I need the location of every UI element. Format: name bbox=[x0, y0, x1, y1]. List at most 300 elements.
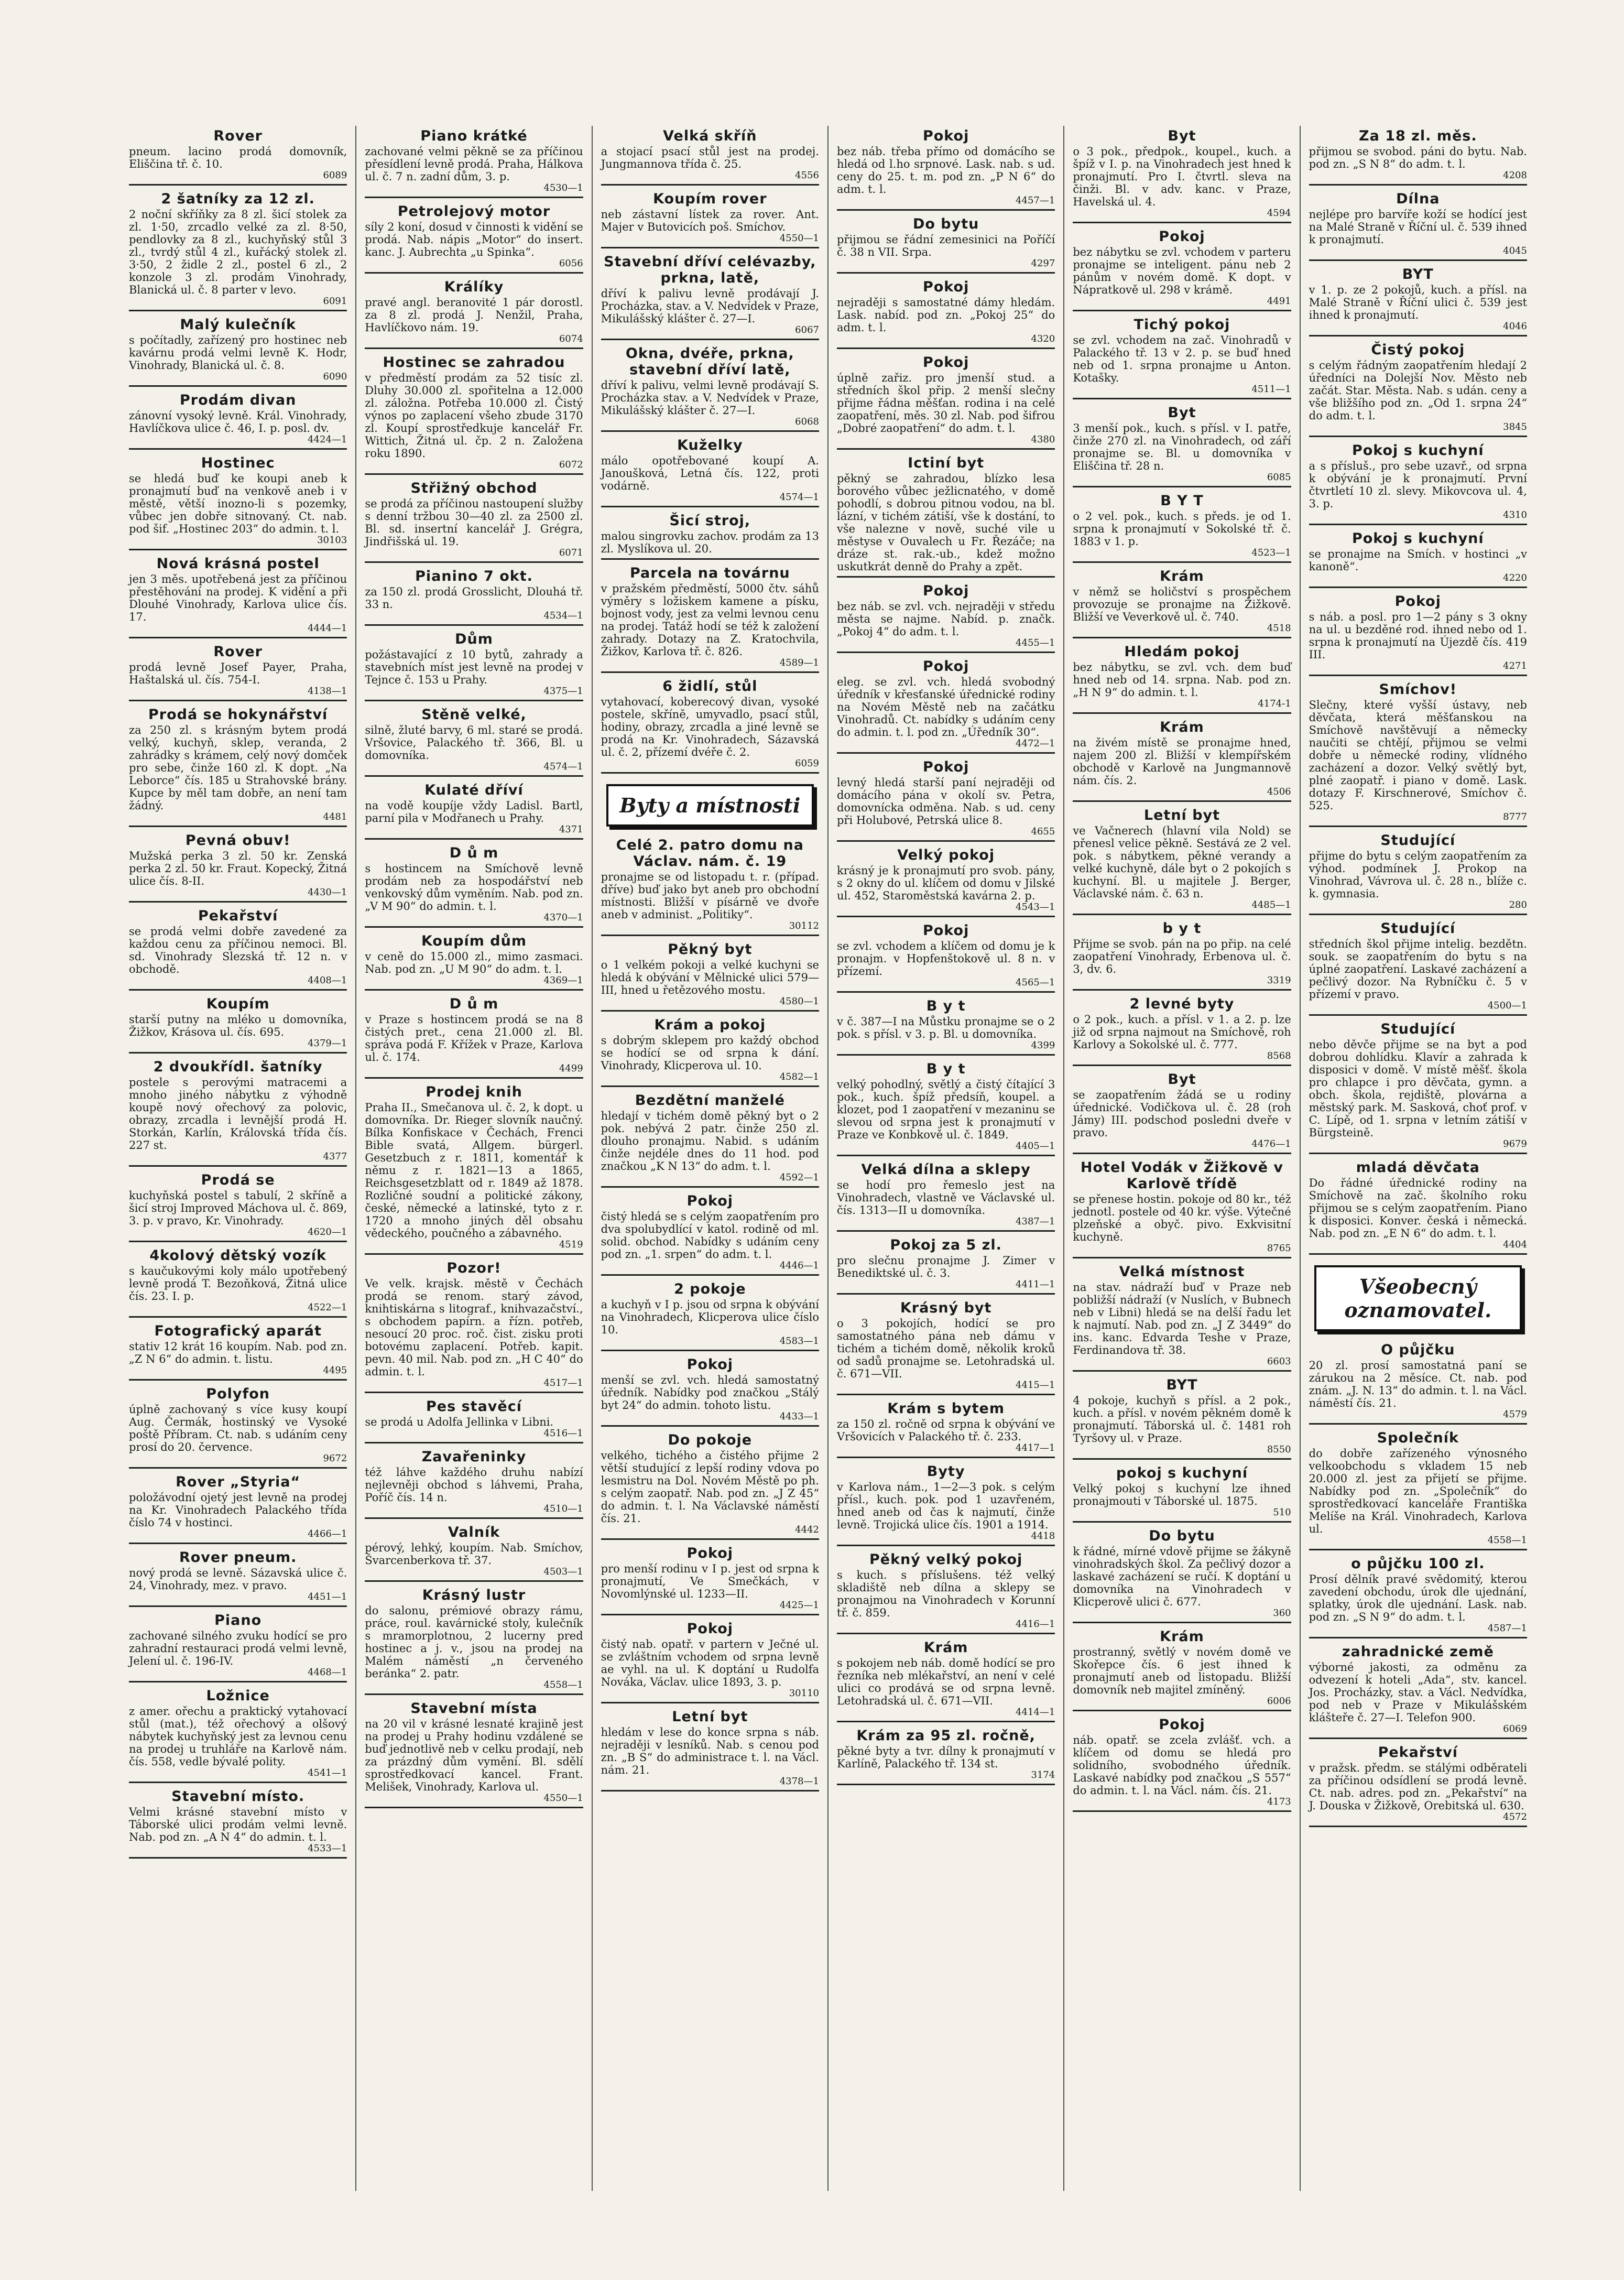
ad-text: s počítadly, zařízený pro hostinec neb kavárnu prodá velmi levně K. Hodr, Vinohrady, Blanická ul. č. 8. bbox=[129, 334, 347, 372]
ad-code: 4550—1 bbox=[543, 1793, 583, 1804]
ad-heading: Stavební dříví celévazby, prkna, latě, bbox=[604, 254, 816, 286]
classified-ad bbox=[365, 480, 583, 563]
column-6 bbox=[1301, 126, 1535, 2191]
ad-text: náb. opatř. se zcela zvlášť. vch. a klíčem od domu se hledá pro solidního, svobodného úředník. Laskavé nabídky pod značkou „S 557“ do admin. t. l. na Václ. nám. čís. 21. bbox=[1073, 1734, 1291, 1797]
classified-ad bbox=[601, 941, 819, 1012]
ad-heading: Petrolejový motor bbox=[397, 203, 551, 220]
classified-ad bbox=[601, 1017, 819, 1087]
classified-ad bbox=[601, 1709, 819, 1792]
ad-code: 4620—1 bbox=[308, 1226, 347, 1237]
ad-heading: Pokoj za 5 zl. bbox=[890, 1237, 1002, 1253]
ad-text: Mužská perka 3 zl. 50 kr. Zenská perka 2 zl. 50 kr. Fraut. Kopecký, Žitná ulice čís. 8-II. bbox=[129, 850, 347, 887]
ad-code: 4433—1 bbox=[779, 1411, 819, 1422]
classified-ad bbox=[129, 996, 347, 1054]
ad-text: 2 noční skříňky za 8 zl. šicí stolek za zl. 1·50, zrcadlo velké za zl. 8·50, pendlovky za 8 zl., kuchyňský stůl 3 zl., tvrdý stůl 4 zl., kuřácký stolek zl. 3·50, 2 židle 2 zl., postel 6 zl., 2 konzole 3 zl. prodám Vinohrady, Blanická ul. č. 8 parter v levo. bbox=[129, 208, 347, 296]
classified-ad bbox=[1073, 317, 1291, 399]
ad-text: a stojací psací stůl jest na prodej. Jungmannova třída č. 25. bbox=[601, 145, 819, 170]
ad-heading: Okna, dvéře, prkna, stavební dříví latě, bbox=[625, 345, 794, 378]
ad-text: Přijme se svob. pán na po přip. na celé zaopatření Vinohrady, Erbenova ul. č. 3, dv. 6. bbox=[1073, 938, 1291, 975]
ad-text: nejraději s samostatné dámy hledám. Lask. nabíd. pod zn. „Pokoj 25“ do adm. t. l. bbox=[836, 296, 1055, 334]
ad-text: s kaučukovými koly málo upotřebený levně prodá T. Bezoňková, Žitná ulice čís. 23. I. p. bbox=[129, 1265, 347, 1302]
classified-ad bbox=[365, 933, 583, 991]
ad-heading: D ů m bbox=[449, 996, 499, 1012]
classified-ad bbox=[1073, 807, 1291, 915]
ad-text: zachované silného zvuku hodící se pro zahradní restauraci prodá velmi levně, Jelení ul. č. 196-IV. bbox=[129, 1630, 347, 1667]
classified-ad bbox=[129, 908, 347, 991]
ad-heading: Rover bbox=[213, 644, 263, 660]
ad-heading: B y t bbox=[926, 998, 966, 1014]
ad-code: 4442 bbox=[795, 1524, 819, 1535]
ad-heading: b y t bbox=[1162, 920, 1202, 937]
ad-heading: Krám s bytem bbox=[887, 1400, 1005, 1417]
ad-text: pro slečnu pronajme J. Zimer v Benediktské ul. č. 3. bbox=[836, 1254, 1055, 1279]
ad-text: na živém místě se pronajme hned, najem 200 zl. Bližší v klempířském obchodě v Karlově na Jungmannově nám. čís. 2. bbox=[1073, 736, 1291, 787]
ad-text: s dobrým sklepem pro každý obchod se hodící se od srpna k dání. Vinohrady, Klicperova ul. 10. bbox=[601, 1034, 819, 1072]
ad-text: Slečny, které vyšší ústavy, neb děvčata, která měšťanskou na Smíchově navštěvují a německy naučiti se chtějí, přijmou se velmi dobře u německé rodiny, vlídného zacházení a dozor. Velký světlý byt, plné zaopatř. i piano v domě. Lask. dotazy F. Kirschnerové, Smíchov č. 525. bbox=[1309, 699, 1527, 812]
ad-heading: Pokoj bbox=[1159, 1717, 1205, 1733]
ad-heading: Letní byt bbox=[672, 1709, 748, 1725]
classified-ad bbox=[1073, 1071, 1291, 1154]
classified-ad bbox=[601, 1281, 819, 1351]
classified-ad bbox=[1309, 191, 1527, 261]
ad-heading: Pokoj bbox=[686, 1621, 733, 1637]
classified-ad bbox=[1309, 593, 1527, 676]
ad-heading: Studující bbox=[1380, 1021, 1456, 1037]
ad-text: se hledá buď ke koupi aneb k pronajmutí buď na venkově aneb i v městě, větší inozno-li s pozemky, vůbec jen dobře sitnovaný. Ct. nab. pod šif. „Hostinec 203“ do admin. t. l. bbox=[129, 472, 347, 535]
ad-code: 6069 bbox=[1503, 1723, 1527, 1734]
ad-heading: o půjčku 100 zl. bbox=[1351, 1556, 1485, 1572]
ad-text: o 1 velkém pokoji a velké kuchyni se hledá k obývání v Mělnické ulici 579—III, hned u řetězového mostu. bbox=[601, 959, 819, 996]
ad-heading: Pes stavěcí bbox=[426, 1398, 522, 1415]
ad-code: 4534—1 bbox=[543, 610, 583, 621]
classified-ad bbox=[601, 437, 819, 507]
ad-text: v ceně do 15.000 zl., mimo zasmaci. Nab. pod zn. „U M 90“ do adm. t. l. bbox=[365, 950, 583, 975]
classified-ad bbox=[1309, 1744, 1527, 1827]
ad-heading: Smíchov! bbox=[1379, 681, 1457, 698]
ad-heading: Pokoj bbox=[686, 1356, 733, 1373]
ad-text: dříví k palivu levně prodávají J. Procházka, stav. a V. Nedvídek v Praze, Mikulášský klášter č. 27—I. bbox=[601, 287, 819, 325]
classified-ad bbox=[365, 1084, 583, 1255]
classified-ad bbox=[601, 1545, 819, 1615]
ad-text: pro menší rodinu v I p. jest od srpna k pronajmutí, Ve Smečkách, v Novomlýnské ul. 1233—II. bbox=[601, 1562, 819, 1600]
ad-code: 360 bbox=[1273, 1608, 1291, 1619]
ad-text: za 150 zl. prodá Grosslicht, Dlouhá tř. 33 n. bbox=[365, 585, 583, 611]
ad-text: stativ 12 krát 16 koupím. Nab. pod zn. „Z N 6“ do admin. t. listu. bbox=[129, 1340, 347, 1365]
ad-code: 4565—1 bbox=[1016, 977, 1055, 988]
ad-text: v pražsk. předm. se stálými odběrateli za příčinou odsídlení se prodá levně. Ct. nab. adres. pod zn. „Pekařství“ na J. Douska v Žižkově, Orebitská ul. 630. bbox=[1309, 1762, 1527, 1812]
ad-text: zánovní vysoký levně. Král. Vinohrady, Havlíčkova ulice č. 46, I. p. posl. dv. bbox=[129, 409, 347, 435]
ad-code: 4370—1 bbox=[543, 912, 583, 923]
ad-code: 4297 bbox=[1031, 258, 1055, 269]
ad-text: položávodní ojetý jest levně na prodej na Kr. Vinohradech Palackého třída číslo 74 v hostinci. bbox=[129, 1491, 347, 1529]
ad-heading: Dům bbox=[455, 631, 493, 647]
ad-heading: Zavařeninky bbox=[421, 1449, 527, 1465]
ad-text: zachované velmi pěkně se za příčinou přesídlení levně prodá. Praha, Hálkova ul. č. 7 n. zadní dům, 3. p. bbox=[365, 145, 583, 183]
classified-ad bbox=[601, 1193, 819, 1276]
classified-ad bbox=[365, 279, 583, 349]
ad-heading: Krám bbox=[1160, 568, 1204, 584]
ad-code: 6068 bbox=[795, 416, 819, 427]
ad-heading: Pěkný byt bbox=[668, 941, 753, 958]
ad-text: eleg. se zvl. vch. hledá svobodný úředník v křesťanské úřednické rodiny na Novém Městě neb na začátku Vinohradů. Ct. nabídky s udáním ceny do admin. t. l. pod zn. „Úředník 30“. bbox=[836, 676, 1055, 739]
ad-code: 6059 bbox=[795, 758, 819, 769]
classified-ad bbox=[129, 556, 347, 638]
ad-code: 30110 bbox=[789, 1688, 819, 1699]
ad-code: 4451—1 bbox=[308, 1591, 347, 1602]
ad-heading: Prodej knih bbox=[426, 1084, 522, 1100]
ad-heading: Studující bbox=[1380, 832, 1456, 849]
ad-text: bez nábytku, se zvl. vch. dem buď hned neb od 14. srpna. Nab. pod zn. „H N 9“ do admin. t. l. bbox=[1073, 661, 1291, 699]
column-2 bbox=[356, 126, 592, 2191]
classified-ad bbox=[837, 1161, 1055, 1232]
ad-text: Praha II., Smečanova ul. č. 2, k dopt. u domovníka. Dr. Rieger slovník naučný. Bílka Konfiskace v Čechách, Frenci Bible svatá, Allgem. bürgerl. Gesetzbuch z r. 1811, komentář k němu z r. 1821—13 a 1865, Reichsgesetzblatt od r. 1849 až 1878. Rozličné soudní a politické zákony, české, německé a latinské, tyto z r. 1720 a mnoho jiných děl obsahu vědeckého, poučného a zábavného. bbox=[365, 1101, 583, 1240]
column-5 bbox=[1064, 126, 1300, 2191]
ad-heading: Pokoj bbox=[922, 583, 969, 599]
classified-ad bbox=[837, 1463, 1055, 1546]
ad-heading: Celé 2. patro domu na Václav. nám. č. 19 bbox=[616, 837, 804, 870]
ad-text: výborné jakosti, za odměnu za odvezení k hoteli „Ada“, stv. kancel. Jos. Procházky, stav. a Václ. Nedvídka, pod neb v Praze v Mikulášském klášteře č. 27—I. Telefon 900. bbox=[1309, 1661, 1527, 1724]
ad-heading: Pokoj s kuchyní bbox=[1351, 530, 1484, 547]
classified-ad bbox=[365, 203, 583, 274]
column-3 bbox=[593, 126, 829, 2191]
classified-ad bbox=[129, 1612, 347, 1682]
ad-text: úplně zachovaný s více kusy koupí Aug. Čermák, hostinský ve Vysoké poště Příbram. Ct. nab. s udáním ceny prosí do 20. července. bbox=[129, 1403, 347, 1453]
classified-ad bbox=[601, 345, 819, 432]
ad-text: v 1. p. ze 2 pokojů, kuch. a přísl. na Malé Straně v Říční ulici č. 539 jest ihned k pronajmutí. bbox=[1309, 284, 1527, 321]
ad-text: pneum. lacino prodá domovník, Eliščina tř. č. 10. bbox=[129, 145, 347, 170]
ad-code: 9672 bbox=[323, 1453, 347, 1464]
ad-code: 4594 bbox=[1267, 208, 1291, 219]
ad-text: prodá levně Josef Payer, Praha, Haštalská ul. čís. 754-I. bbox=[129, 661, 347, 686]
ad-heading: Hledám pokoj bbox=[1124, 644, 1240, 660]
ad-heading: mladá děvčata bbox=[1356, 1159, 1480, 1176]
ad-heading: Prodá se hokynářství bbox=[148, 707, 328, 723]
ad-code: 9679 bbox=[1503, 1138, 1527, 1149]
ad-text: středních škol přijme intelig. bezdětn. souk. se zaopatřením do bytu s na úplné zaopatření. Laskavé zacházení a pečlivý dozor. Na Rybníčku č. 5 v přízemí v pravo. bbox=[1309, 938, 1527, 1001]
ad-heading: Velká skříň bbox=[663, 128, 757, 144]
ad-text: starší putny na mléko u domovníka, Žižkov, Krásova ul. čís. 695. bbox=[129, 1013, 347, 1038]
classified-ad bbox=[1309, 342, 1527, 437]
ad-text: se prodá velmi dobře zavedené za každou cenu za příčinou nemoci. Bl. sd. Vinohrady Slezská tř. 12 n. v obchodě. bbox=[129, 925, 347, 975]
ad-heading: Polyfon bbox=[206, 1386, 270, 1402]
ad-heading: 2 šatníky za 12 zl. bbox=[161, 191, 315, 207]
ad-code: 6067 bbox=[795, 324, 819, 335]
classified-ad bbox=[129, 832, 347, 903]
ad-code: 4468—1 bbox=[308, 1667, 347, 1678]
ad-code: 4411—1 bbox=[1016, 1279, 1055, 1290]
classified-ad bbox=[1073, 1159, 1291, 1258]
ad-code: 4045 bbox=[1503, 245, 1527, 256]
ad-heading: Tichý pokoj bbox=[1133, 317, 1230, 333]
ad-code: 4516—1 bbox=[543, 1428, 583, 1439]
ad-text: menší se zvl. vch. hledá samostatný úředník. Nabídky pod značkou „Stálý byt 24“ do admin. tohoto listu. bbox=[601, 1374, 819, 1412]
classified-ad bbox=[601, 1621, 819, 1703]
classified-ad bbox=[1309, 1021, 1527, 1154]
classified-ad bbox=[365, 1587, 583, 1695]
ad-heading: Pokoj bbox=[922, 658, 969, 675]
ad-code: 30103 bbox=[317, 535, 347, 546]
ad-text: se přenese hostin. pokoje od 80 kr., též jednotl. postele od 40 kr. výše. Výtečné plzeňské a obyč. pivo. Exkvisitní kuchyně. bbox=[1073, 1193, 1291, 1243]
classified-ad bbox=[1309, 681, 1527, 827]
ad-text: se prodá za příčinou nastoupení služby s denní tržbou 30—40 zl. za 2500 zl. Bl. sd. insertní kancelář J. Grégra, Jindřišská ul. 19. bbox=[365, 497, 583, 548]
ad-text: hledám v lese do konce srpna s náb. nejraději v lesníků. Nab. s cenou pod zn. „B S“ do administrace t. l. na Václ. nám. 21. bbox=[601, 1726, 819, 1776]
ad-code: 4380 bbox=[1031, 434, 1055, 445]
classified-ad bbox=[837, 1551, 1055, 1634]
ad-code: 4572 bbox=[1503, 1811, 1527, 1822]
ad-heading: Pokoj s kuchyní bbox=[1351, 442, 1484, 459]
classified-ad bbox=[1073, 1465, 1291, 1523]
ad-code: 280 bbox=[1509, 899, 1527, 910]
classified-ad bbox=[1073, 493, 1291, 563]
ad-code: 4387—1 bbox=[1016, 1216, 1055, 1227]
classified-ad bbox=[1073, 644, 1291, 714]
classified-ad bbox=[365, 1398, 583, 1443]
ad-heading: Střižný obchod bbox=[410, 480, 538, 496]
ad-heading: Ictiní byt bbox=[908, 455, 985, 471]
ad-code: 4500—1 bbox=[1487, 1000, 1527, 1011]
ad-code: 6085 bbox=[1267, 472, 1291, 483]
classified-ad bbox=[837, 279, 1055, 349]
ad-code: 4399 bbox=[1031, 1040, 1055, 1051]
ad-heading: 6 židlí, stůl bbox=[662, 678, 758, 694]
ad-heading: Stěně velké, bbox=[421, 707, 527, 723]
classified-ad bbox=[837, 847, 1055, 917]
classified-ad bbox=[837, 216, 1055, 274]
classified-ad bbox=[129, 128, 347, 186]
ad-code: 4511—1 bbox=[1251, 384, 1291, 395]
ad-code: 8550 bbox=[1267, 1444, 1291, 1455]
ad-code: 4424—1 bbox=[308, 434, 347, 445]
classified-ad bbox=[1073, 719, 1291, 802]
ad-code: 6071 bbox=[559, 547, 583, 558]
classified-ad bbox=[129, 1386, 347, 1469]
ad-text: nebo děvče přijme se na byt a pod dobrou dohlídku. Klavír a zahrada k disposici v domě. V místě měšť. škola pro chlapce i pro děvčata, gymn. a obch. škola, rejdiště, plovárna a městský park. M. Sasková, choť prof. v C. Lípě, od 1. srpna v letním zátiší v Bürgsteině. bbox=[1309, 1038, 1527, 1139]
ad-text: o 2 pok., kuch. a přísl. v 1. a 2. p. lze již od srpna najmout na Smíchově, roh Karlovy a Sokolské ul. č. 777. bbox=[1073, 1013, 1291, 1051]
ad-text: vytahovací, koberecový divan, vysoké postele, skříně, umyvadlo, psací stůl, hodiny, obrazy, zrcadla a jiné levně se prodá na Kr. Vinohradech, Sázavská ul. č. 2, přízemí dvéře č. 2. bbox=[601, 696, 819, 758]
classified-ad bbox=[837, 455, 1055, 578]
ad-text: přijmou se řádní zemesinici na Poříčí č. 38 n VII. Srpa. bbox=[836, 233, 1055, 258]
ad-code: 3174 bbox=[1031, 1769, 1055, 1780]
ad-code: 4446—1 bbox=[779, 1260, 819, 1271]
ad-code: 4495 bbox=[323, 1365, 347, 1376]
classified-ad bbox=[601, 837, 819, 936]
ad-heading: Společník bbox=[1377, 1430, 1459, 1446]
classified-ad bbox=[129, 392, 347, 450]
ad-text: krásný je k pronajmutí pro svob. pány, s 2 okny do ul. klíčem od domu v Jilské ul. 452, Staroměstská kavárna 2. p. bbox=[836, 864, 1055, 902]
ad-code: 4543—1 bbox=[1016, 902, 1055, 913]
ad-text: za 150 zl. ročně od srpna k obývání ve Vršovicích v Palackého tř. č. 233. bbox=[836, 1418, 1055, 1443]
ad-code: 4404 bbox=[1503, 1239, 1527, 1250]
column-1 bbox=[121, 126, 356, 2191]
classified-ad bbox=[365, 782, 583, 840]
ad-text: přijmou se svobod. páni do bytu. Nab. pod zn. „S N 8“ do adm. t. l. bbox=[1309, 145, 1527, 170]
ad-text: a kuchyň v I p. jsou od srpna k obývání na Vinohradech, Klicperova ulice číslo 10. bbox=[601, 1298, 819, 1336]
ad-code: 4476—1 bbox=[1251, 1138, 1291, 1149]
ad-text: se prodá u Adolfa Jellinka v Libni. bbox=[365, 1416, 554, 1428]
ad-heading: O půjčku bbox=[1381, 1342, 1455, 1358]
ad-code: 4558—1 bbox=[1487, 1535, 1527, 1546]
ad-heading: Koupím bbox=[206, 996, 270, 1012]
ad-text: na 20 vil v krásné lesnaté krajině jest na prodej u Prahy hodinu vzdálené se buď jednotlivě neb v celku prodají, neb za prázdný dům vymění. Bl. sdělí sprostředkovací kancel. Frant. Melišek, Vinohrady, Karlova ul. bbox=[365, 1718, 583, 1793]
ad-text: pravé angl. beranovité 1 pár dorostl. za 8 zl. prodá J. Nenžil, Praha, Havlíčkovo nám. 19. bbox=[365, 296, 583, 334]
ad-code: 4310 bbox=[1503, 509, 1527, 520]
ad-heading: Krám bbox=[923, 1640, 968, 1656]
ad-heading: Malý kulečník bbox=[180, 317, 296, 333]
classified-ad bbox=[837, 128, 1055, 211]
ad-code: 4208 bbox=[1503, 170, 1527, 181]
classified-ad bbox=[365, 354, 583, 475]
ad-text: požástavající z 10 bytů, zahrady a stavebních míst jest levně na prodej v Tejnce č. 153 u Prahy. bbox=[365, 648, 583, 686]
classified-ad bbox=[129, 707, 347, 827]
ad-code: 4491 bbox=[1267, 296, 1291, 307]
ad-heading: B Y T bbox=[1160, 493, 1204, 509]
classified-ad bbox=[365, 1700, 583, 1808]
ad-text: s náb. a posl. pro 1—2 pány s 3 okny na ul. u bezděné rod. ihned nebo od 1. srpna k pronajmutí na Újezdě čís. 419 III. bbox=[1309, 611, 1527, 661]
newspaper-page bbox=[121, 126, 1535, 2191]
ad-code: 4499 bbox=[559, 1063, 583, 1074]
ad-heading: Fotografický aparát bbox=[154, 1323, 322, 1339]
classified-ad bbox=[837, 922, 1055, 993]
ad-text: s kuch. s příslušens. též velký skladiště neb dílna a sklepy se pronajmou na Vinohradech v Korunní tř. č. 859. bbox=[836, 1569, 1055, 1619]
ad-code: 4466—1 bbox=[308, 1528, 347, 1539]
classified-ad bbox=[1309, 530, 1527, 588]
ad-heading: Velká dílna a sklepy bbox=[861, 1161, 1031, 1178]
classified-ad bbox=[1309, 1159, 1527, 1255]
ad-heading: Parcela na továrnu bbox=[629, 565, 790, 581]
ad-heading: zahradnické země bbox=[1342, 1644, 1494, 1660]
ad-text: velký pohodlný, světlý a čistý čítající 3 pok., kuch. špíž předsíň, koupel. a klozet, pod 1 zaopatření v mezaninu se slevou od srpna jest k pronajmutí v Praze ve Konbkově ul. č. 1849. bbox=[836, 1078, 1055, 1141]
classified-ad bbox=[1309, 1430, 1527, 1550]
ad-text: malou singrovku zachov. prodám za 13 zl. Myslíkova ul. 20. bbox=[601, 530, 819, 555]
ad-text: Velký pokoj s kuchyní lze ihned pronajmouti v Táborské ul. 1875. bbox=[1073, 1482, 1291, 1507]
ad-heading: BYT bbox=[1402, 266, 1434, 283]
classified-ad bbox=[601, 191, 819, 248]
classified-ad bbox=[1073, 996, 1291, 1066]
classified-ad bbox=[129, 1059, 347, 1167]
classified-ad bbox=[129, 1474, 347, 1544]
ad-text: Prosí dělník pravé svědomitý, kterou zavedení obchodu, úrok dle ujednání, splatky, úrok dle ujednání. Lask. nab. pod zn. „S N 9“ do adm. t. l. bbox=[1309, 1573, 1527, 1623]
ad-code: 4377 bbox=[323, 1151, 347, 1162]
ad-heading: Do pokoje bbox=[668, 1432, 753, 1448]
ad-text: z amer. ořechu a praktický vytahovací stůl (mat.), též ořechový a olšový nábytek kuchyňský jest za levnou cenu na prodej u truhláře na Karlově nám. čís. 558, vedle bývalé polity. bbox=[129, 1705, 347, 1768]
ad-heading: Hostinec se zahradou bbox=[383, 354, 565, 371]
classified-ad bbox=[1309, 832, 1527, 915]
ad-text: přijme do bytu s celým zaopatřením za výhod. podmínek J. Prokop na Vinohrad, Vávrova ul. č. 28 n., blíže c. k. gymnasia. bbox=[1309, 850, 1527, 900]
ad-heading: Krásný byt bbox=[900, 1300, 992, 1316]
ad-heading: Krásný lustr bbox=[422, 1587, 526, 1603]
ad-heading: BYT bbox=[1166, 1377, 1198, 1393]
ad-text: kuchyňská postel s tabulí, 2 skříně a šicí stroj Improved Máchova ul. č. 869, 3. p. v pravo, Kr. Vinohrady. bbox=[129, 1189, 347, 1227]
ad-text: bez nábytku se zvl. vchodem v parteru pronajme se inteligent. pánu neb 2 pánům v novém domě. K dopt. v Nápratkově ul. 298 v krámě. bbox=[1073, 246, 1291, 296]
ad-code: 4506 bbox=[1267, 786, 1291, 797]
ad-code: 6072 bbox=[559, 459, 583, 470]
classified-ad bbox=[837, 1300, 1055, 1395]
ad-code: 4046 bbox=[1503, 321, 1527, 332]
ad-text: levný hledá starší paní nejraději od domácího pána v okolí sv. Petra, domovnícka odměna. Nab. s ud. ceny při Holubové, Petrská ulice 8. bbox=[836, 776, 1055, 827]
classified-ad bbox=[365, 996, 583, 1079]
ad-text: pronajme se od listopadu t. r. (případ. dříve) buď jako byt aneb pro obchodní místnosti. Bližší v písárně ve dvoře aneb v administ. „Politiky“. bbox=[601, 871, 819, 921]
ad-text: a s přísluš., pro sebe uzavř., od srpna k obývání je k pronajmutí. První čtvrtletí 10 zl. slevy. Mikovcova ul. 4, 3. p. bbox=[1309, 460, 1527, 510]
ad-code: 4519 bbox=[559, 1239, 583, 1250]
ad-text: v němž se holičství s prospěchem provozuje se pronajme na Žižkově. Bližší ve Veverkově ul. č. 740. bbox=[1073, 585, 1291, 623]
ad-code: 4320 bbox=[1031, 333, 1055, 344]
ad-heading: Rover bbox=[213, 128, 263, 144]
classified-ad bbox=[1073, 229, 1291, 311]
classified-ad bbox=[837, 658, 1055, 754]
classified-ad bbox=[837, 1400, 1055, 1458]
classified-ad bbox=[837, 1728, 1055, 1785]
classified-ad bbox=[365, 845, 583, 928]
ad-heading: Hostinec bbox=[201, 455, 275, 471]
ad-heading: Pokoj bbox=[1394, 593, 1441, 610]
ad-heading: Krám a pokoj bbox=[654, 1017, 766, 1033]
classified-ad bbox=[837, 354, 1055, 450]
ad-code: 4369—1 bbox=[543, 975, 583, 986]
ad-heading: Pokoj bbox=[686, 1193, 733, 1209]
classified-ad bbox=[129, 1247, 347, 1318]
classified-ad bbox=[601, 254, 819, 340]
ad-heading: Dílna bbox=[1396, 191, 1440, 207]
classified-ad bbox=[129, 1172, 347, 1242]
classified-ad bbox=[601, 1432, 819, 1540]
ad-text: postele s perovými matracemi a mnoho jiného nábytku z výhodně koupě nový ořechový za polovic, obrazy, zrcadla i levnější prodá H. Storkán, Karlín, Královská třída čís. 227 st. bbox=[129, 1076, 347, 1152]
ad-heading: Pokoj bbox=[922, 759, 969, 775]
ad-heading: Krám za 95 zl. ročně, bbox=[856, 1728, 1036, 1744]
ad-code: 4550—1 bbox=[779, 233, 819, 244]
ad-heading: Králíky bbox=[444, 279, 504, 295]
ad-heading: Piano krátké bbox=[420, 128, 528, 144]
ad-heading: Pekařství bbox=[198, 908, 278, 924]
ad-heading: Pokoj bbox=[922, 279, 969, 295]
ad-text: o 3 pokojích, hodící se pro samostatného pána neb dámu v tichém a tichém domě, několik kroků od sadů pronajme se. Letohradská ul. č. 671—VII. bbox=[836, 1317, 1055, 1380]
classified-ad bbox=[365, 707, 583, 777]
ad-text: též láhve každého druhu nabízí nejlevněji obchod s láhvemi, Praha, Poříč čís. 14 n. bbox=[365, 1466, 583, 1504]
ad-heading: Velká místnost bbox=[1119, 1264, 1245, 1280]
ad-heading: Kulaté dříví bbox=[424, 782, 524, 798]
ad-text: dříví k palivu, velmi levně prodávají S. Procházka stav. a V. Nedvídek v Praze, Mikulášský klášter č. 27—I. bbox=[601, 379, 819, 417]
ad-code: 4485—1 bbox=[1251, 899, 1291, 910]
ad-text: málo opotřebované koupí A. Janoušková, Letná čís. 122, proti vodárně. bbox=[601, 454, 819, 492]
classified-ad bbox=[1309, 1556, 1527, 1638]
ad-code: 4455—1 bbox=[1016, 637, 1055, 648]
ad-heading: Pokoj bbox=[686, 1545, 733, 1561]
ad-code: 6056 bbox=[559, 258, 583, 269]
ad-heading: Byt bbox=[1168, 405, 1196, 421]
ad-text: čistý nab. opatř. v partern v Ječné ul. se zvláštním vchodem od srpna levně ae vyhl. na ul. K doptání u Rudolfa Nováka, Václav. ulice 1893, 3. p. bbox=[601, 1638, 819, 1688]
section-banner-byty: Byty a místnosti bbox=[606, 784, 814, 827]
ad-heading: 2 dvoukřídl. šatníky bbox=[153, 1059, 323, 1075]
classified-ad bbox=[129, 317, 347, 387]
ad-text: na vodě koupíje vždy Ladisl. Bartl, parní pila v Modřanech u Prahy. bbox=[365, 799, 583, 824]
ad-text: pěkný se zahradou, blízko lesa borového vůbec ježlicnatého, v domě pohodlí, s dobrou pitnou vodou, na bl. lázní, v tichém zátiší, vše k dostání, to vše nalezne v nově, suché vile u městyse v Ouvalech u Fr. Řezáče; na dráze st. rak.-ub., kdež možno uskutkrát denně do Prahy a zpět. bbox=[836, 472, 1055, 573]
ad-code: 4518 bbox=[1267, 623, 1291, 634]
ad-code: 4379—1 bbox=[308, 1038, 347, 1049]
ad-code: 510 bbox=[1273, 1507, 1291, 1518]
ad-text: se zaopatřením žádá se u rodiny úřednické. Vodičkova ul. č. 28 (roh Jámy) III. podschod posledni dveře v pravo. bbox=[1073, 1089, 1291, 1139]
classified-ad bbox=[837, 998, 1055, 1056]
classified-ad bbox=[129, 1549, 347, 1607]
ad-code: 4582—1 bbox=[779, 1071, 819, 1082]
ad-heading: Šicí stroj, bbox=[669, 513, 751, 529]
ad-heading: 4kolový dětský vozík bbox=[149, 1247, 326, 1264]
ad-heading: Stavební místa bbox=[410, 1700, 538, 1717]
ad-code: 4579 bbox=[1503, 1409, 1527, 1420]
ad-text: v č. 387—I na Můstku pronajme se o 2 pok. s přísl. v 3. p. Bl. u domovníka. bbox=[836, 1015, 1055, 1040]
ad-code: 4425—1 bbox=[779, 1600, 819, 1611]
classified-ad bbox=[1309, 442, 1527, 525]
classified-ad bbox=[601, 128, 819, 186]
ad-code: 6074 bbox=[559, 333, 583, 344]
